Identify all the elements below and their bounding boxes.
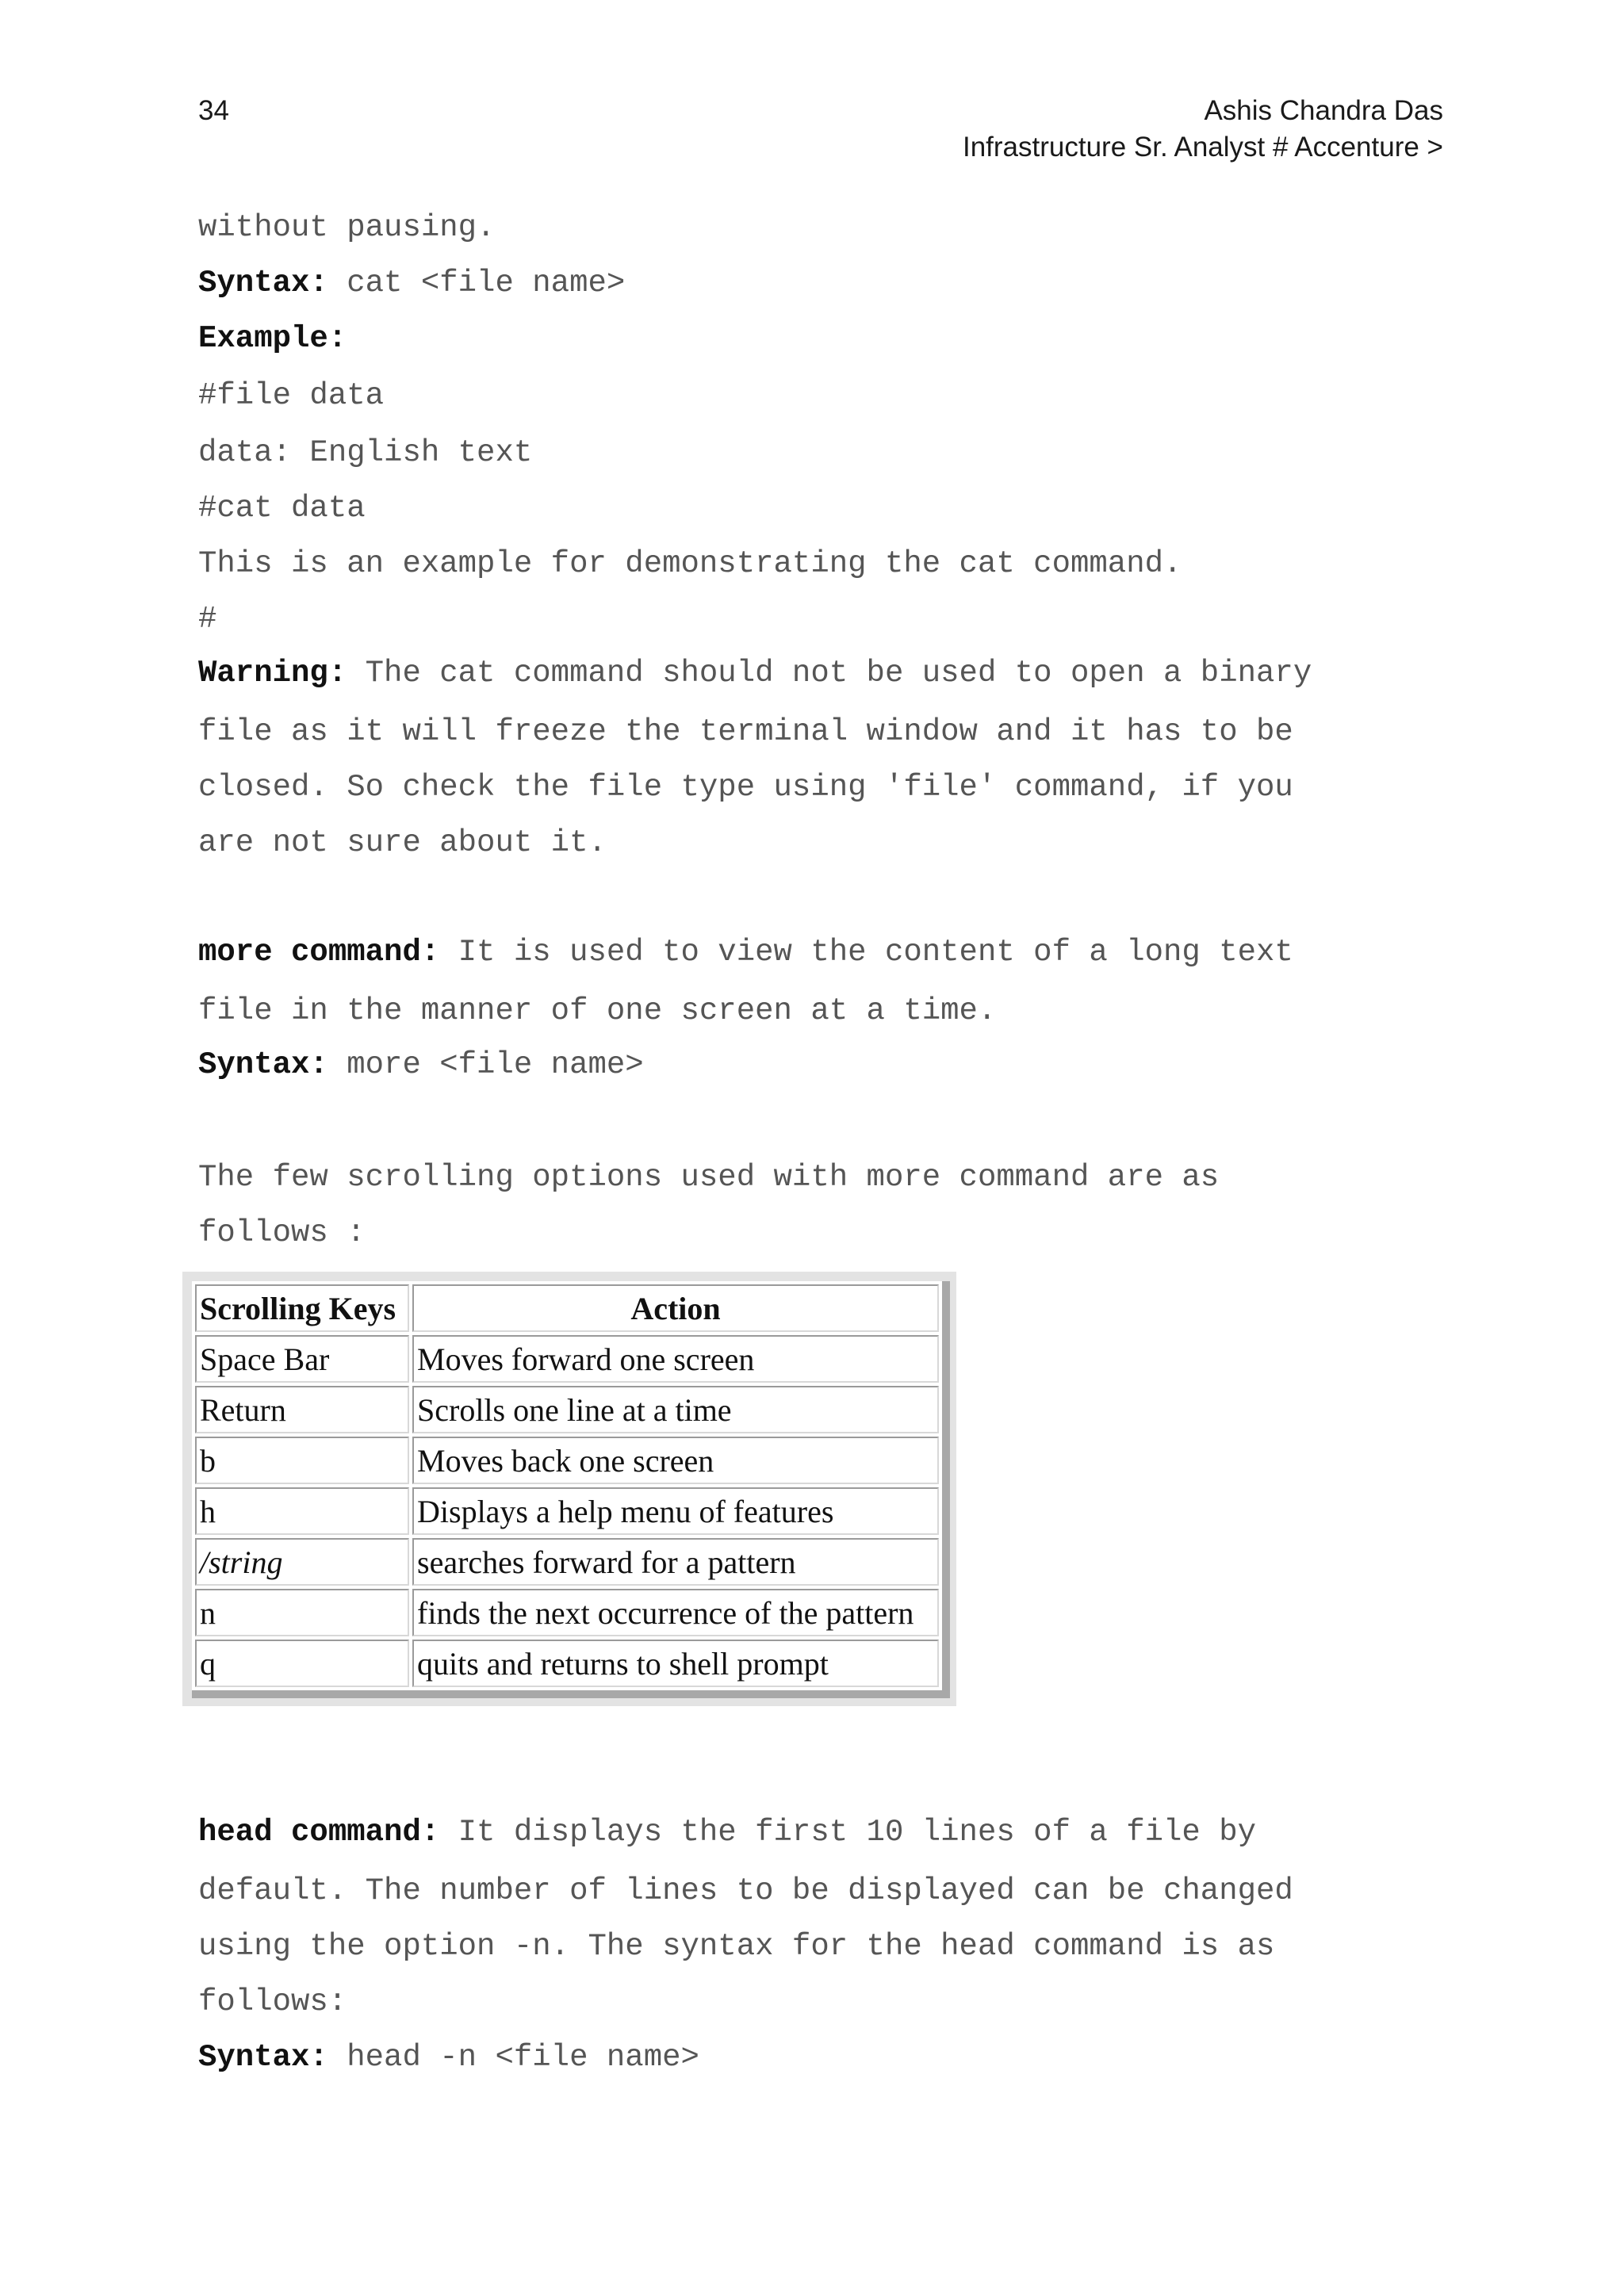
table-cell-key: b <box>195 1437 409 1484</box>
author-name: Ashis Chandra Das <box>1204 95 1443 126</box>
table-cell-action: Moves back one screen <box>412 1437 939 1484</box>
example-line: #file data <box>198 378 385 413</box>
scroll-keys-table-container <box>182 1272 956 1706</box>
example-line: #cat data <box>198 491 366 526</box>
warning-label: Warning: <box>198 656 347 691</box>
table-cell-key: q <box>195 1640 409 1687</box>
syntax-label: Syntax: <box>198 1047 328 1082</box>
table-row <box>195 1487 939 1535</box>
table-row <box>195 1335 939 1383</box>
table-cell-key: n <box>195 1589 409 1636</box>
table-cell-action: quits and returns to shell prompt <box>412 1640 939 1687</box>
syntax-value: more <file name> <box>327 1047 644 1082</box>
syntax-value: head -n <file name> <box>327 2040 699 2075</box>
table-cell-action: Displays a help menu of features <box>412 1487 939 1535</box>
scroll-keys-table <box>192 1281 950 1698</box>
head-command-line: using the option -n. The syntax for the head command is as <box>198 1929 1275 1964</box>
warning-line: are not sure about it. <box>198 825 607 860</box>
table-cell-key: /string <box>195 1538 409 1586</box>
table-cell-key: Return <box>195 1386 409 1433</box>
table-cell-action: Moves forward one screen <box>412 1335 939 1383</box>
more-syntax-line <box>198 1047 644 1082</box>
more-command-line: more command: It is used to view the content of a long text <box>198 935 1293 970</box>
table-cell-action: finds the next occurrence of the pattern <box>412 1589 939 1636</box>
syntax-value: cat <file name> <box>327 266 626 300</box>
warning-line: Warning: The cat command should not be used to open a binary <box>198 656 1312 691</box>
table-cell-action: Scrolls one line at a time <box>412 1386 939 1433</box>
more-intro-line: follows : <box>198 1215 366 1250</box>
table-cell-action: searches forward for a pattern <box>412 1538 939 1586</box>
body-line: without pausing. <box>198 210 496 245</box>
header-scrolling-keys: Scrolling Keys <box>195 1284 409 1332</box>
more-command-line: file in the manner of one screen at a time. <box>198 993 997 1028</box>
table-row <box>195 1437 939 1484</box>
table-row <box>195 1538 939 1586</box>
warning-line: closed. So check the file type using 'file' command, if you <box>198 770 1293 805</box>
header-action: Action <box>412 1284 939 1332</box>
cat-syntax-line <box>198 268 625 299</box>
table-cell-key: h <box>195 1487 409 1535</box>
example-line: This is an example for demonstrating the cat command. <box>198 546 1182 581</box>
author-role: Infrastructure Sr. Analyst # Accenture > <box>962 132 1443 163</box>
example-heading: Example: <box>198 321 347 356</box>
head-syntax-line <box>198 2042 699 2073</box>
head-command-line: follows: <box>198 1984 347 2019</box>
table-row <box>195 1386 939 1433</box>
table-row <box>195 1640 939 1687</box>
head-command-label: head command: <box>198 1815 440 1850</box>
example-line: data: English text <box>198 435 533 470</box>
table-header-row <box>195 1284 939 1332</box>
example-line: # <box>198 602 217 637</box>
more-intro-line: The few scrolling options used with more command are as <box>198 1160 1220 1195</box>
warning-line: file as it will freeze the terminal window and it has to be <box>198 714 1293 749</box>
syntax-label: Syntax: <box>198 2040 328 2075</box>
table-cell-key: Space Bar <box>195 1335 409 1383</box>
table-row <box>195 1589 939 1636</box>
head-command-line: default. The number of lines to be displayed can be changed <box>198 1873 1293 1908</box>
more-command-label: more command: <box>198 935 440 970</box>
syntax-label: Syntax: <box>198 266 328 300</box>
head-command-line: head command: It displays the first 10 lines of a file by <box>198 1815 1257 1850</box>
page-number: 34 <box>198 95 229 126</box>
